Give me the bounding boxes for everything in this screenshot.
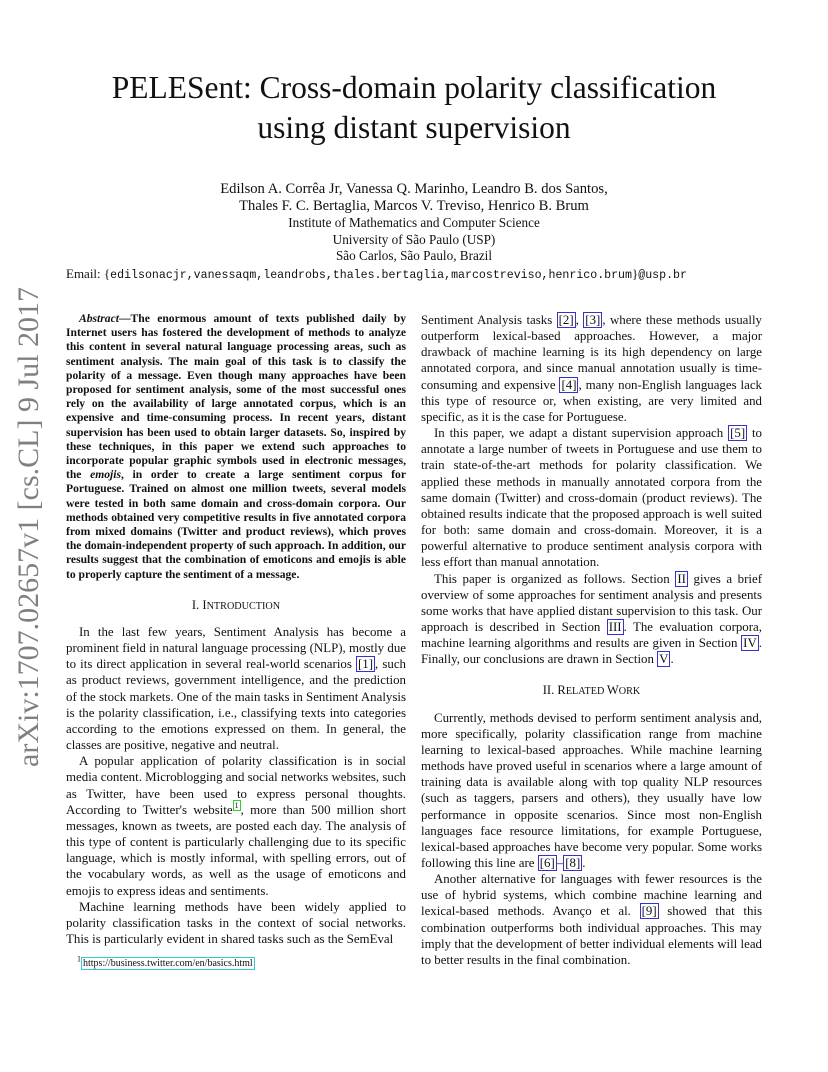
affiliation [60, 215, 768, 265]
paragraph-text: gives a brief overview of some approaches for sentiment analysis and presents some works that have applied distant supervision to this task. Our approach is described in Section [421, 571, 763, 634]
section-title-rest: ORK [618, 686, 641, 698]
related-paragraph-2 [421, 871, 762, 968]
paragraph-text: . [582, 856, 586, 870]
footnote-url-link[interactable]: https://business.twitter.com/en/basics.html [83, 958, 253, 969]
paragraph-text: – [556, 856, 564, 870]
email-addresses: edilsonacjr,vanessaqm,leandrobs,thales.bertaglia,marcostreviso,henrico.brum [110, 269, 632, 282]
citation-link[interactable]: [2] [558, 313, 574, 327]
section-title-rest: NTRODUCTION [206, 600, 281, 612]
intro-paragraph-3: Machine learning methods have been widely applied to polarity classification tasks in the context of social networks. This is particularly evident in shared tasks such as the SemEval [66, 899, 406, 946]
paper-title [60, 68, 768, 148]
intro-paragraph-2 [66, 753, 406, 898]
paragraph-text: , [575, 313, 584, 327]
footnote [77, 954, 255, 969]
paragraph-text: This paper is organized as follows. Section [434, 571, 676, 586]
right-column [421, 312, 762, 968]
paragraph-text: In this paper, we adapt a distant supervision approach [434, 426, 729, 441]
paragraph-text: Currently, methods devised to perform sentiment analysis and, more specifically, polarity classification range from machine learning to lexical-based approaches. While machine learning methods have proved useful in scenarios where a large amount of training data is available along with top quality NLP resources (such as taggers, parsers and others), they usually have low performance in opposite scenarios. Since most non-English languages face resource limitations, for example Portuguese, lexical-based approaches have become very popular. Some works following this line are [421, 710, 762, 870]
paragraph-text: A popular application of polarity classification is in social media content. Microblogging and social networks websites, such as Twitter, have been used to express personal thoughts. According to Twitter's website [66, 754, 406, 817]
citation-link[interactable]: [9] [641, 904, 657, 919]
affiliation-line-1: Institute of Mathematics and Computer Science [288, 215, 540, 230]
author-list [60, 181, 768, 215]
abstract [66, 312, 406, 582]
paragraph-text: Sentiment Analysis tasks [421, 313, 557, 327]
citation-link[interactable]: [6] [539, 856, 555, 870]
section-number: II. [542, 683, 558, 698]
section-number: I. [191, 597, 203, 612]
section-link[interactable]: II [677, 571, 686, 586]
paragraph-text: , many non-English languages lack this type of resource or, when existing, are very limited and specific, as it is the case for Portuguese. [421, 377, 762, 424]
intro-paragraph-1 [66, 624, 406, 753]
affiliation-line-3: São Carlos, São Paulo, Brazil [335, 248, 493, 263]
section-link[interactable]: III [608, 619, 622, 634]
citation-link[interactable]: [3] [585, 313, 601, 327]
email-brace-open: { [103, 266, 111, 281]
paragraph-text: . Finally, our conclusions are drawn in Section [421, 636, 762, 667]
paragraph-text: In the last few years, Sentiment Analysis has become a prominent field in natural language processing (NLP), mostly due to its direct application in several real-world scenarios [66, 625, 406, 672]
abstract-emojis: emojis [90, 468, 122, 482]
section-heading-introduction [66, 597, 406, 615]
abstract-text-2: , in order to create a large sentiment corpus for Portuguese. Trained on almost one million tweets, several models were tested in both same domain and cross-domain corpora. Our methods obtained very competitive results in five annotated corpora from mixed domains (Twitter and product reviews), which proves the domain-independent property of such approach. In addition, our results suggest that the combination of emoticons and emojis is able to properly capture the sentiment of a message. [66, 468, 406, 581]
paragraph-text: , where these methods usually outperform lexical-based approaches. However, a major drawback of machine learning is its high dependency on large annotated corpora, and since manual annotation usually is time-consuming and expensive [421, 313, 763, 392]
affiliation-line-2: University of São Paulo (USP) [332, 231, 496, 247]
section-initial: I [202, 597, 207, 612]
citation-link[interactable]: [4] [561, 377, 577, 392]
paragraph-text: . [670, 652, 674, 667]
paragraph-text: , more than 500 million short messages, known as tweets, are posted each day. The analysis of this type of content is particularly challenging due to its specific language, which is mostly informal, with spelling errors, out of the vocabulary words, as well as the usage of emoticons and emojis to express ideas and sentiments. [66, 802, 406, 898]
paragraph-text: . The evaluation corpora, machine learning algorithms and results are given in Section [421, 619, 762, 651]
related-paragraph-1 [421, 710, 762, 872]
section-initial: R [557, 683, 566, 698]
authors-line-1: Edilson A. Corrêa Jr, Vanessa Q. Marinho, Leandro B. dos Santos, [220, 181, 608, 197]
title-line-2: using distant supervision [257, 110, 571, 145]
authors-line-2: Thales F. C. Bertaglia, Marcos V. Treviso, Henrico B. Brum [239, 198, 589, 214]
section-initial: W [606, 683, 619, 698]
right-paragraph-2 [421, 571, 762, 668]
section-title-rest: ELATED [565, 686, 607, 698]
abstract-lead: Abstract [79, 312, 119, 325]
citation-link[interactable]: [5] [730, 426, 746, 441]
footnote-number: 1 [77, 954, 81, 964]
email-line [66, 266, 687, 282]
title-line-1: PELESent: Cross-domain polarity classification [111, 70, 717, 105]
citation-link[interactable]: [1] [357, 657, 374, 672]
right-paragraph-0 [421, 312, 762, 425]
section-heading-related-work [421, 682, 762, 700]
arxiv-identifier: arXiv:1707.02657v1 [cs.CL] 9 Jul 2017 [12, 287, 45, 767]
paragraph-text: , such as product reviews, government intelligence, and the prediction of the stock markets. One of the main tasks in Sentiment Analysis is the polarity classification, i.e., classifying texts into categories according to the emotions expressed on them. In general, the classes are positive, negative and neutral. [66, 657, 406, 753]
right-paragraph-1 [421, 425, 762, 570]
left-column [66, 312, 406, 947]
citation-link[interactable]: [8] [565, 856, 581, 870]
footnote-marker-link[interactable]: 1 [234, 801, 239, 811]
paragraph-text: to annotate a large number of tweets in Portuguese and use them to train state-of-the-art methods for polarity classification. We applied these methods in manually annotated corpora from the same domain (Twitter) and cross-domain (product reviews). The obtained results indicate that the proposed approach is well suited for both: same domain and cross-domain. Moreover, it is a powerful alternative to produce sentiment analysis corpora with less effort than manual annotation. [421, 426, 763, 570]
section-link[interactable]: V [659, 652, 669, 667]
paragraph-text: showed that this combination outperforms both individual approaches. This may imply that the development of better individual elements will lead to better results in the final combination. [421, 904, 762, 967]
email-brace-close: } [631, 266, 639, 281]
abstract-text: —The enormous amount of texts published daily by Internet users has fostered the development of methods to analyze this content in several natural language processing areas, such as sentiment analysis. The main goal of this task is to classify the polarity of a message. Even though many approaches have been proposed for sentiment analysis, some of the most successful ones rely on the availability of large annotated corpus, which is an expensive and time-consuming process. In recent years, distant supervision has been used to obtain larger datasets. So, inspired by these techniques, in this paper we extend such approaches to incorporate popular graphic symbols used in electronic messages, the [66, 312, 406, 482]
section-link[interactable]: IV [743, 636, 757, 651]
paragraph-text: Another alternative for languages with fewer resources is the use of hybrid systems, which combine machine learning and lexical-based methods. Avanço et al. [421, 872, 762, 919]
email-label: Email: [66, 266, 104, 281]
email-domain: @usp.br [638, 269, 687, 282]
arxiv-sidebar [4, 287, 54, 767]
